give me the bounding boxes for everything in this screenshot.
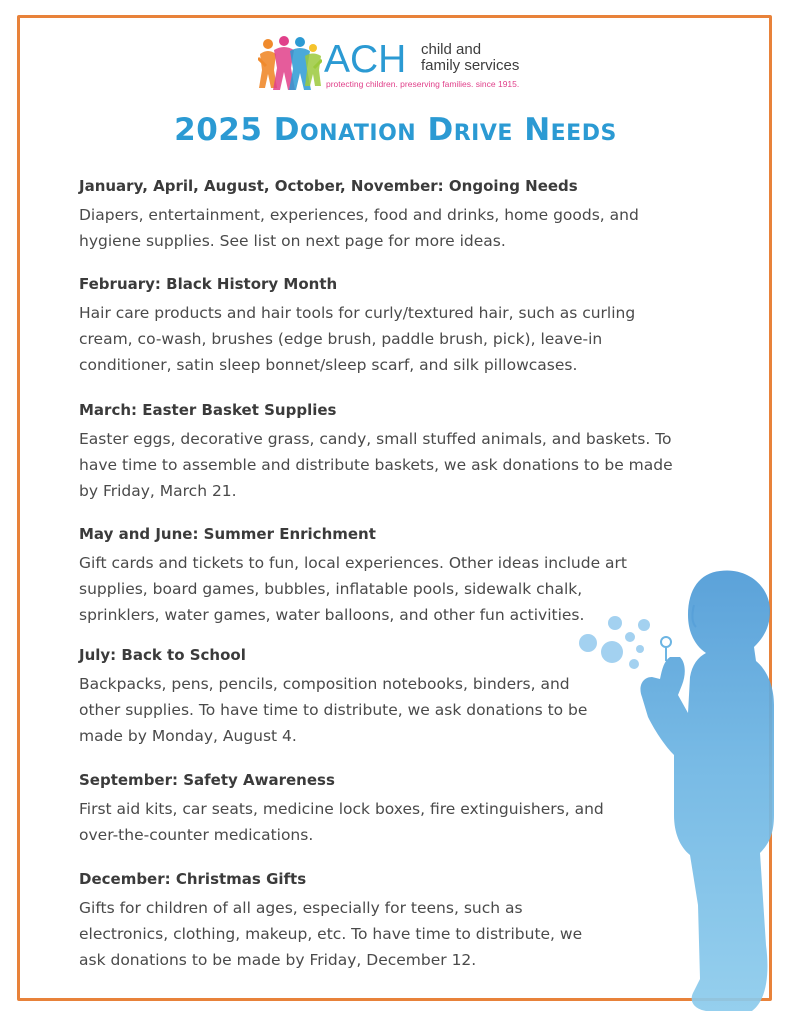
logo-letters: ACH [324,38,407,81]
section-heading: May and June: Summer Enrichment [79,525,376,543]
section-heading: February: Black History Month [79,275,338,293]
body-line: Easter eggs, decorative grass, candy, small stuffed animals, and baskets. To [79,430,672,448]
section-heading: December: Christmas Gifts [79,870,307,888]
bubble-icon [608,616,622,630]
bubble-icon [579,634,597,652]
section-body [79,202,639,254]
body-line: supplies, board games, bubbles, inflatable pools, sidewalk chalk, [79,580,583,598]
section-heading: September: Safety Awareness [79,771,335,789]
body-line: Hair care products and hair tools for curly/textured hair, such as curling [79,304,636,322]
section-back-to-school [79,645,587,749]
body-line: ask donations to be made by Friday, December 12. [79,951,477,969]
section-heading: January, April, August, October, November: Ongoing Needs [79,177,578,195]
body-line: made by Monday, August 4. [79,727,297,745]
section-heading: March: Easter Basket Supplies [79,401,337,419]
section-ongoing-needs [79,176,639,254]
section-body [79,300,635,378]
body-line: electronics, clothing, makeup, etc. To have time to distribute, we [79,925,583,943]
body-line: over-the-counter medications. [79,826,314,844]
section-easter-basket [79,400,673,504]
body-line: Diapers, entertainment, experiences, food and drinks, home goods, and [79,206,639,224]
section-black-history-month [79,274,635,378]
section-christmas-gifts [79,869,582,973]
body-line: by Friday, March 21. [79,482,237,500]
section-body [79,550,627,628]
child-bubbles-illustration [570,565,775,1015]
section-safety-awareness [79,770,604,848]
body-line: have time to assemble and distribute baskets, we ask donations to be made [79,456,673,474]
body-line: Backpacks, pens, pencils, composition notebooks, binders, and [79,675,570,693]
bubble-icon [625,632,635,642]
body-line: sprinklers, water games, water balloons, and other fun activities. [79,606,585,624]
body-line: Gifts for children of all ages, especially for teens, such as [79,899,523,917]
bubble-icon [629,659,639,669]
section-body [79,895,582,973]
body-line: hygiene supplies. See list on next page for more ideas. [79,232,506,250]
bubble-icon [636,645,644,653]
bubble-icon [638,619,650,631]
section-summer-enrichment [79,524,627,628]
body-line: First aid kits, car seats, medicine lock boxes, fire extinguishers, and [79,800,604,818]
section-heading: July: Back to School [79,646,246,664]
ach-logo [258,36,548,94]
logo-org-name [421,42,519,74]
section-body [79,426,673,504]
body-line: Gift cards and tickets to fun, local experiences. Other ideas include art [79,554,627,572]
bubble-icon [601,641,623,663]
logo-tagline: protecting children. preserving families. since 1915. [326,79,520,89]
logo-line-1: child and [421,41,482,58]
body-line: other supplies. To have time to distribute, we ask donations to be [79,701,588,719]
body-line: conditioner, satin sleep bonnet/sleep scarf, and silk pillowcases. [79,356,578,374]
section-body [79,796,604,848]
body-line: cream, co-wash, brushes (edge brush, paddle brush, pick), leave-in [79,330,603,348]
page-title: 2025 Donation Drive Needs [174,112,617,148]
logo-line-2: family services [421,57,520,74]
section-body [79,671,587,749]
ach-people-icon [258,36,322,94]
